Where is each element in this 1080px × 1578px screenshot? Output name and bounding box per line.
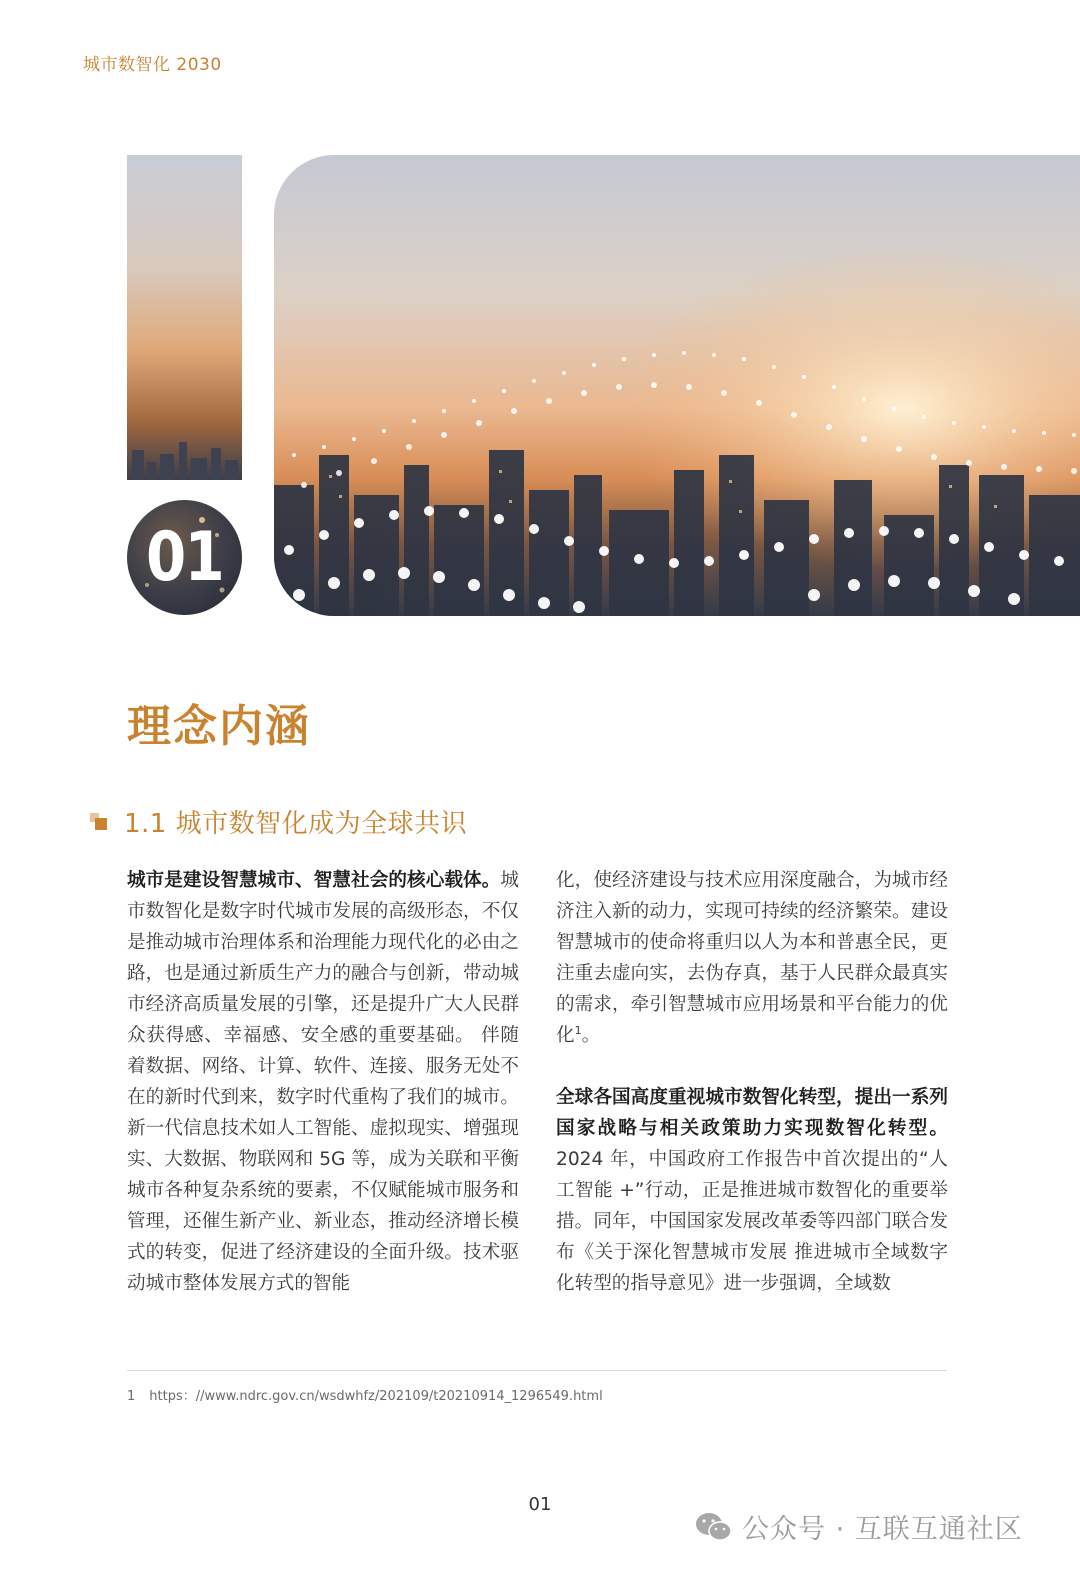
footnote-divider [127,1370,947,1371]
body-text: 城市数智化是数字时代城市发展的高级形态，不仅是推动城市治理体系和治理能力现代化的必由之路，也是通过新质生产力的融合与创新，带动城市经济高质量发展的引擎，还是提升广大人民群众获得感、幸福感、安全感的重要基础。 伴随着数据、网络、计算、软件、连接、服务无处不在的新时代到来，数字时代重构了我们的城市。新一代信息技术如人工智能、虚拟现实、增强现实、大数据、物联网和 5G 等，成为关联和平衡城市各种复杂系统的要素，不仅赋能城市服务和管理，还催生新产业、新业态，推动经济增长模式的转变，促进了经济建设的全面升级。技术驱动城市整体发展方式的智能 [127,870,519,1294]
watermark-text: 公众号 · 互联互通社区 [742,1514,1023,1545]
watermark [694,1507,1023,1546]
page-number: 01 [528,1494,552,1515]
hero-city-image [274,155,1080,616]
chapter-number: 01 [145,518,224,597]
section-heading [90,803,467,840]
body-text: 化，使经济建设与技术应用深度融合，为城市经济注入新的动力，实现可持续的经济繁荣。建设智慧城市的使命将重归以人为本和普惠全民，更注重去虚向实，去伪存真，基于人民群众最真实的需求，牵引智慧城市应用场景和平台能力的优化 [556,870,948,1046]
lead-sentence: 城市是建设智慧城市、智慧社会的核心载体。 [127,870,501,891]
body-text-end: 。 [581,1025,601,1046]
body-column-left [127,865,519,1299]
footnote [127,1385,603,1404]
footnote-link[interactable]: https：//www.ndrc.gov.cn/wsdwhfz/202109/t20210914_1296549.html [149,1389,603,1404]
section-title: 1.1 城市数智化成为全球共识 [124,809,468,839]
body-column-right [556,865,948,1299]
footnote-reference[interactable]: 1 [574,1023,582,1037]
chapter-number-badge [127,500,242,615]
lead-sentence: 全球各国高度重视城市数智化转型，提出一系列国家战略与相关政策助力实现数智化转型。 [556,1087,948,1139]
footnote-number: 1 [127,1389,136,1404]
wechat-icon [694,1510,734,1544]
chapter-title: 理念内涵 [127,701,311,752]
running-title: 城市数智化 2030 [83,55,222,75]
body-text: 2024 年，中国政府工作报告中首次提出的“人工智能 +”行动，正是推进城市数智化的重要举措。同年，中国国家发展改革委等四部门联合发布《关于深化智慧城市发展 推进城市全域数字化转型的指导意见》进一步强调，全域数 [556,1149,948,1294]
decorative-image-strip [127,155,242,480]
square-marker-icon [90,811,112,833]
